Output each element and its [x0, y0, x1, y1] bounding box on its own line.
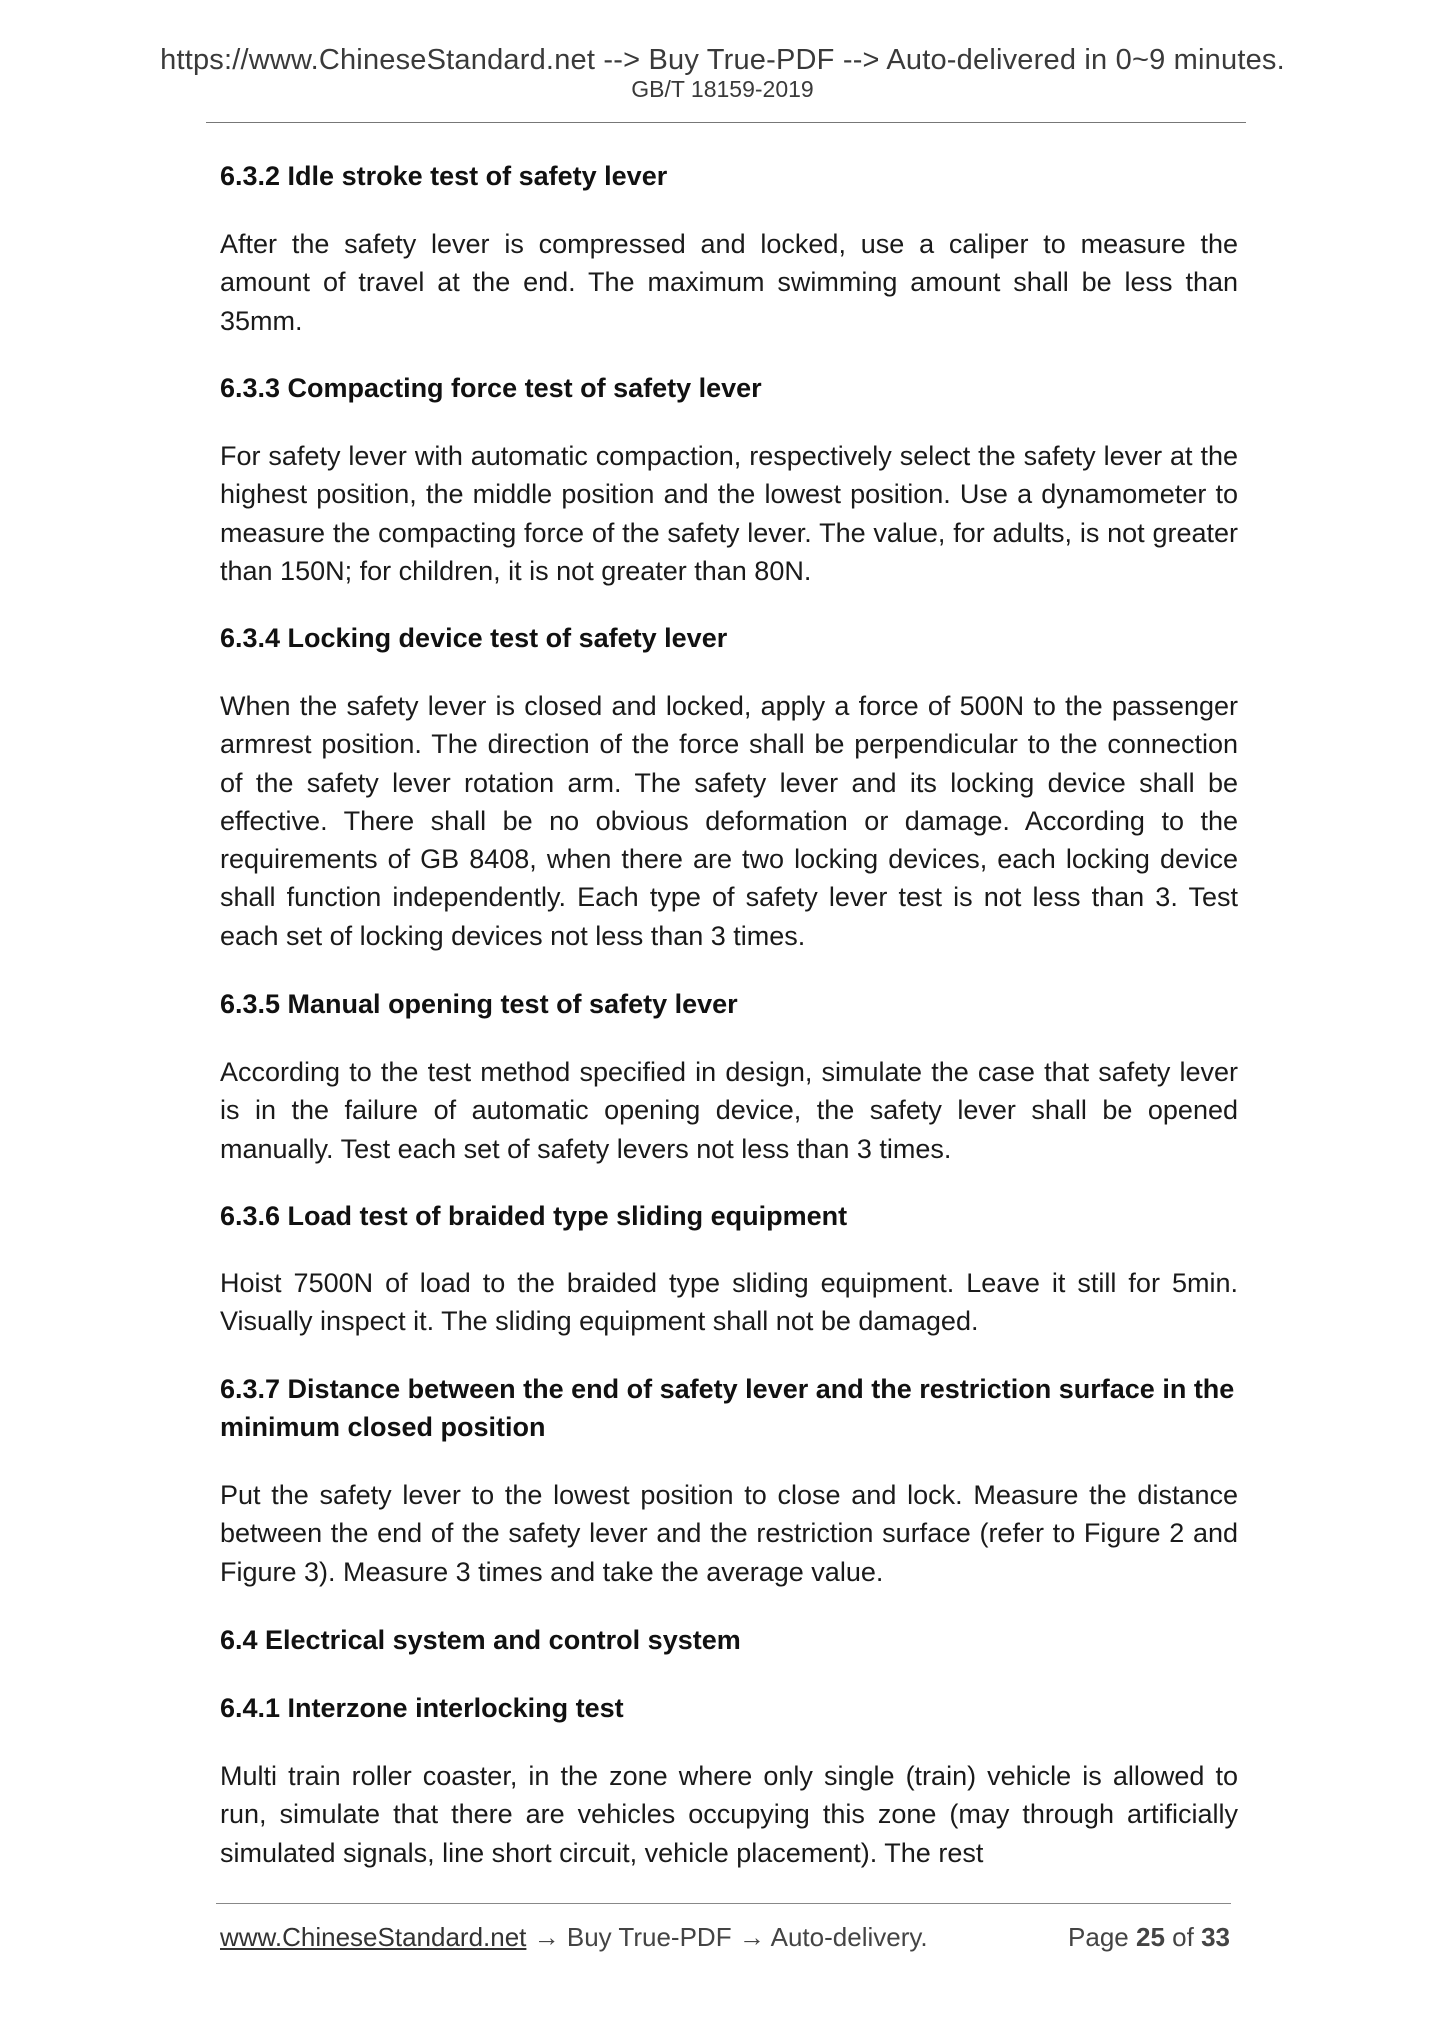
arrow-right-icon: →: [738, 1922, 765, 1952]
section-body-6-3-7: Put the safety lever to the lowest position to close and lock. Measure the distance between the end of the safety lever and the restriction surface (refer to Figure 2 and Figure 3). Measure 3 times and take the average value.: [220, 1480, 1238, 1587]
section-body-6-3-2: After the safety lever is compressed and locked, use a caliper to measure the amount of travel at the end. The maximum swimming amount shall be less than 35mm.: [220, 229, 1238, 336]
section-body-6-3-6: Hoist 7500N of load to the braided type sliding equipment. Leave it still for 5min. Visually inspect it. The sliding equipment shall not be damaged.: [220, 1268, 1238, 1337]
footer-divider: [216, 1903, 1231, 1904]
section-body-6-3-3: For safety lever with automatic compaction, respectively select the safety lever at the highest position, the middle position and the lowest position. Use a dynamometer to measure the compacting force of the safety lever. The value, for adults, is not greater than 150N; for children, it is not greater than 80N.: [220, 441, 1238, 586]
section-body-6-4-1: Multi train roller coaster, in the zone where only single (train) vehicle is allowed to run, simulate that there are vehicles occupying this zone (may through artificially simulated signals, line short circuit, vehicle placement). The rest: [220, 1761, 1238, 1868]
total-pages-number: 33: [1201, 1922, 1230, 1952]
header-divider: [206, 122, 1246, 123]
document-code: GB/T 18159-2019: [631, 76, 814, 102]
footer-promo: [220, 1922, 928, 1953]
section-heading-6-3-6: 6.3.6 Load test of braided type sliding equipment: [220, 1201, 848, 1231]
header-url-line[interactable]: https://www.ChineseStandard.net --> Buy True-PDF --> Auto-delivered in 0~9 minutes.: [160, 44, 1285, 76]
section-heading-6-4: 6.4 Electrical system and control system: [220, 1625, 741, 1655]
section-body-6-3-5: According to the test method specified in design, simulate the case that safety lever is in the failure of automatic opening device, the safety lever shall be opened manually. Test each set of safety levers not less than 3 times.: [220, 1057, 1238, 1164]
section-heading-6-3-4: 6.3.4 Locking device test of safety lever: [220, 623, 728, 653]
section-heading-6-3-5: 6.3.5 Manual opening test of safety lever: [220, 989, 738, 1019]
section-body-6-3-4: When the safety lever is closed and locked, apply a force of 500N to the passenger armrest position. The direction of the force shall be perpendicular to the connection of the safety lever rotation arm. The safety lever and its locking device shall be effective. There shall be no obvious deformation or damage. According to the requirements of GB 8408, when there are two locking devices, each locking device shall function independently. Each type of safety lever test is not less than 3. Test each set of locking devices not less than 3 times.: [220, 691, 1238, 951]
section-heading-6-3-2: 6.3.2 Idle stroke test of safety lever: [220, 161, 668, 191]
page-indicator: [1068, 1922, 1230, 1953]
current-page-number: 25: [1136, 1922, 1165, 1952]
of-label: of: [1172, 1922, 1194, 1952]
section-heading-6-4-1: 6.4.1 Interzone interlocking test: [220, 1693, 624, 1723]
arrow-right-icon: →: [533, 1922, 560, 1952]
footer-delivery-text: Auto-delivery.: [770, 1922, 928, 1952]
footer-site-link[interactable]: www.ChineseStandard.net: [220, 1922, 527, 1952]
footer-buy-text: Buy True-PDF: [566, 1922, 732, 1952]
section-heading-6-3-3: 6.3.3 Compacting force test of safety lever: [220, 373, 762, 403]
section-heading-6-3-7: 6.3.7 Distance between the end of safety lever and the restriction surface in the minimum closed position: [220, 1374, 1235, 1442]
page-label: Page: [1068, 1922, 1129, 1952]
